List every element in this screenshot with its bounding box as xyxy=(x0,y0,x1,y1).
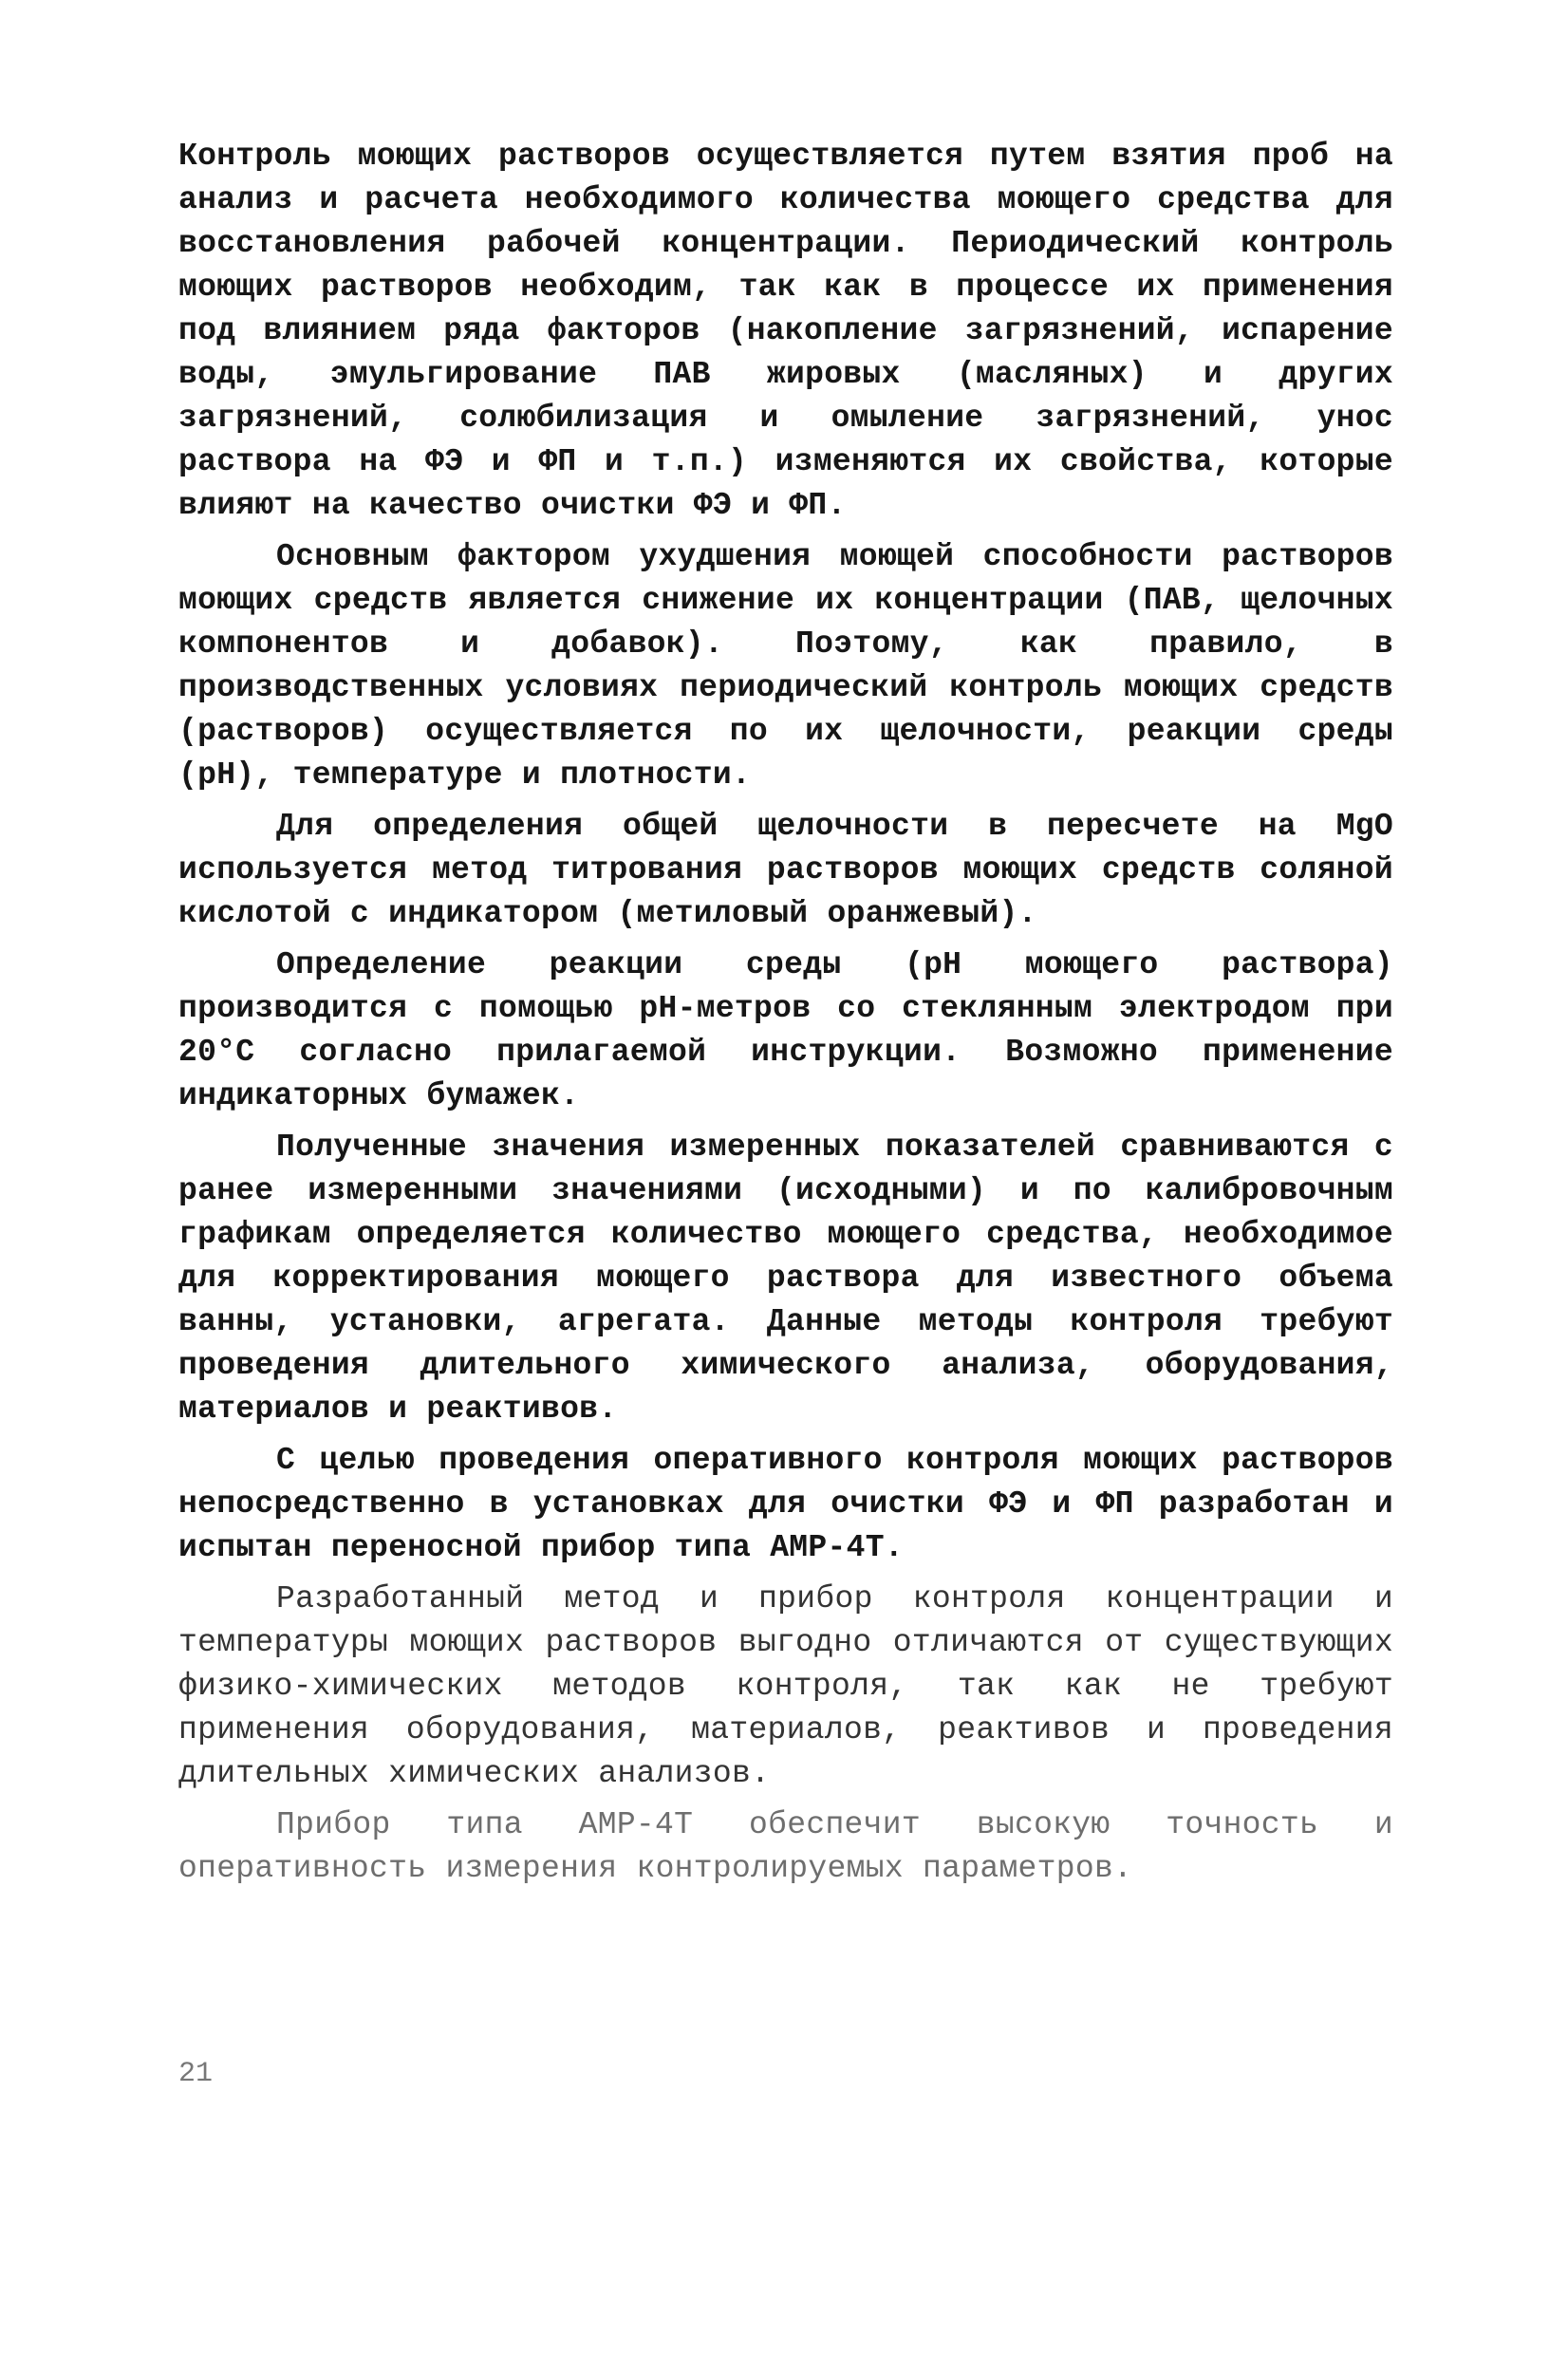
paragraph-3: Для определения общей щелочности в пересчете на MgO используется метод титрования растворов моющих средств соляной кислотой с индикатором (метиловый оранжевый). xyxy=(178,809,1393,931)
paragraph-7: Разработанный метод и прибор контроля концентрации и температуры моющих растворов выгодно отличаются от существующих физико-химических методов контроля, так как не требуют применения оборудования, материалов, реактивов и проведения длительных химических анализов. xyxy=(178,1581,1393,1791)
paragraph-8: Прибор типа АМР-4Т обеспечит высокую точность и оперативность измерения контролируемых параметров. xyxy=(178,1807,1393,1886)
body-text xyxy=(178,135,1393,1898)
paragraph-6: С целью проведения оперативного контроля моющих растворов непосредственно в установках для очистки ФЭ и ФП разработан и испытан переносной прибор типа АМР-4Т. xyxy=(178,1443,1393,1565)
paragraph-2: Основным фактором ухудшения моющей способности растворов моющих средств является снижение их концентрации (ПАВ, щелочных компонентов и добавок). Поэтому, как правило, в производственных условиях периодический контроль моющих средств (растворов) осуществляется по их щелочности, реакции среды (рН), температуре и плотности. xyxy=(178,539,1393,793)
paragraph-5: Полученные значения измеренных показателей сравниваются с ранее измеренными значениями (исходными) и по калибровочным графикам определяется количество моющего средства, необходимое для корректирования моющего раствора для известного объема ванны, установки, агрегата. Данные методы контроля требуют проведения длительного химического анализа, оборудования, материалов и реактивов. xyxy=(178,1130,1393,1427)
page-number: 21 xyxy=(178,2058,214,2090)
paragraph-1: Контроль моющих растворов осуществляется путем взятия проб на анализ и расчета необходимого количества моющего средства для восстановления рабочей концентрации. Периодический контроль моющих растворов необходим, так как в процессе их применения под влиянием ряда факторов (накопление загрязнений, испарение воды, эмульгирование ПАВ жировых (масляных) и других загрязнений, солюбилизация и омыление загрязнений, унос раствора на ФЭ и ФП и т.п.) изменяются их свойства, которые влияют на качество очистки ФЭ и ФП. xyxy=(178,139,1393,523)
paragraph-4: Определение реакции среды (рН моющего раствора) производится с помощью рН-метров со стеклянным электродом при 20°С согласно прилагаемой инструкции. Возможно применение индикаторных бумажек. xyxy=(178,947,1393,1113)
